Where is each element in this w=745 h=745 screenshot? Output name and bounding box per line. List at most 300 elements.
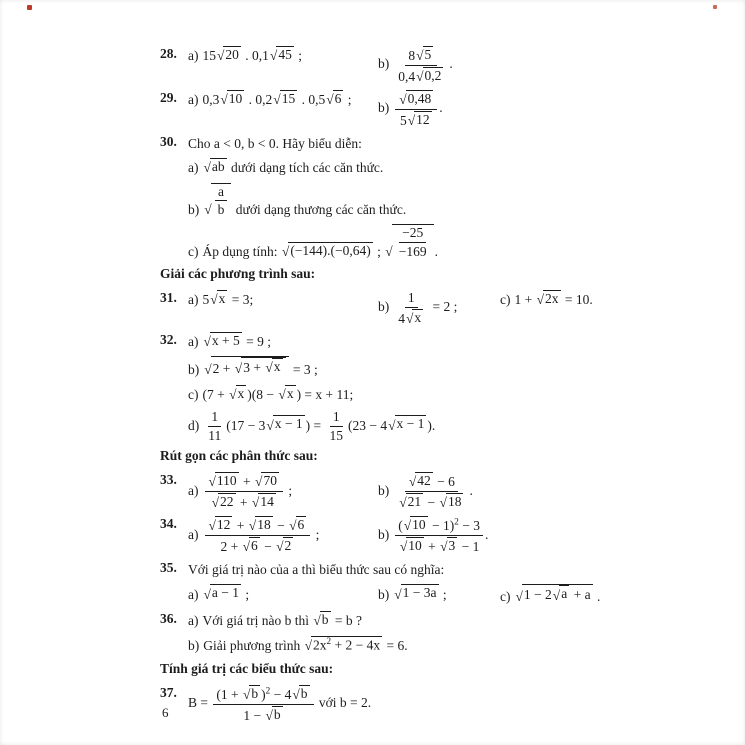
problem-parts [188,409,693,443]
sqrt-expression [326,90,343,108]
problem-row [160,46,693,85]
scan-artifact-top-left [27,5,32,10]
part-label: d) [188,417,200,433]
radicand: x − 1 [274,416,303,432]
radicand: 1 − 3a [402,585,437,601]
radicand: a − 1 [211,585,240,601]
part-label: a) [188,160,199,176]
denominator: 5 √ 12 [399,111,430,128]
radical-icon: √ [203,586,211,602]
fraction [213,685,313,724]
problem-row [160,183,693,220]
numerator: 1 [330,409,343,427]
math-expression: 1 4 √ x = 2 ; [393,299,457,314]
radicand: 22 [220,494,234,510]
radical-icon: √ [203,333,211,349]
radical-icon: √ [248,518,257,534]
problem-list [160,46,693,729]
radical-icon: √ [406,310,414,326]
problem-parts [188,560,693,580]
sqrt-expression [278,385,295,403]
radical-icon: √ [515,588,523,604]
fraction [395,46,447,85]
superscript: 2 [454,516,459,527]
numerator: √ 12 + √ 18 − √ 6 [205,516,311,536]
denominator: 1 − √ b [243,706,281,723]
problem-part [188,611,372,631]
radicand: 10 [412,517,426,533]
sqrt-expression [270,46,294,64]
problem-row [160,636,693,656]
sqrt-expression [204,332,242,350]
sqrt-expression [408,111,432,129]
radicand: 10 [408,538,422,554]
denominator: 11 [208,427,222,443]
superscript: 2 [326,635,332,646]
problem-part [188,385,363,405]
section-heading: Tính giá trị các biểu thức sau: [160,660,334,676]
sqrt-expression [266,415,304,433]
sqrt-expression [282,242,373,260]
problem-row [160,472,693,511]
radicand: x [237,385,245,401]
radical-icon: √ [208,474,216,490]
radical-icon: √ [407,112,416,128]
problem-part [378,472,500,511]
radical-icon: √ [292,686,300,702]
part-label: b) [378,586,390,602]
sqrt-expression [404,516,428,534]
problem-row [160,409,693,443]
problem-number: 32. [160,331,177,347]
part-label: a) [188,586,199,602]
problem-row [160,611,693,631]
sqrt-expression [388,415,426,433]
radicand: x [273,359,281,375]
numerator: 1 [208,409,221,427]
radicand: b [251,685,259,701]
problem-parts [188,290,693,326]
denominator: 15 [329,427,344,443]
part-label: c) [188,386,199,402]
radicand: b [300,685,308,701]
sqrt-expression [400,537,424,555]
problem-parts [188,183,693,220]
radical-icon: √ [416,68,424,84]
sqrt-expression [416,67,443,85]
problem-row [160,134,693,154]
page-number: 6 [162,705,169,720]
problem-parts [188,516,693,555]
radical-icon: √ [242,539,250,555]
fraction [327,409,347,443]
sqrt-expression [516,584,593,604]
radical-icon: √ [403,518,412,534]
section-heading: Rút gọn các phân thức sau: [160,448,318,464]
sqrt-expression [204,158,227,176]
problem-row [160,560,693,580]
sqrt-expression [235,357,286,377]
radicand: 1 − 2 √ a + a [523,586,591,603]
problem-number: 30. [160,133,177,149]
sqrt-expression [249,516,273,534]
section-heading: Giải các phương trình sau: [160,266,316,282]
problem-parts [188,224,693,261]
problem-part [188,560,454,580]
radical-icon: √ [229,386,237,402]
radical-icon: √ [273,91,281,107]
radical-icon: √ [265,360,273,376]
sqrt-expression [255,472,279,490]
superscript: 2 [265,685,271,696]
problem-parts [188,636,693,656]
sqrt-expression [220,90,244,108]
radical-icon: √ [399,539,408,555]
problem-row [160,356,693,380]
sqrt-expression [292,685,309,703]
part-label: a) [188,482,199,498]
math-expression: √ $\frac{a}{b}$ dưới dạng thương các căn thức. [204,183,407,218]
radicand: 3 + √ x [241,357,285,377]
radicand: 2x [545,291,559,307]
part-label: a) [188,91,199,107]
part-label: b) [378,482,390,498]
radical-icon: √ [242,686,251,702]
fraction [205,516,311,555]
problem-part [188,685,381,724]
problem-row [160,90,693,129]
sqrt-expression [394,584,438,602]
part-label: b) [188,201,200,217]
math-expression: 8 √ 5 0,4 √ 0,2 . [393,56,453,71]
numerator: √ 110 + √ 70 [205,472,283,492]
radicand: x [218,291,226,307]
part-label: a) [188,333,199,349]
numerator: 8 √ 5 [405,46,437,66]
radicand: 21 [407,494,422,510]
problem-row [160,290,693,326]
sqrt-expression [273,90,297,108]
sqrt-expression [217,46,241,64]
radical-icon: √ [408,474,417,490]
fraction [395,90,437,129]
radicand: 45 [278,47,292,62]
radical-icon: √ [266,417,274,433]
problem-part [188,183,416,220]
problem-row [160,158,693,178]
radical-icon: √ [416,48,424,64]
radical-icon: √ [255,474,263,490]
problem-parts [188,472,693,511]
problem-number: 28. [160,46,177,61]
sqrt-expression [210,290,227,308]
sqrt-expression [209,516,233,534]
sqrt-expression [276,537,293,555]
sqrt-expression [399,493,423,511]
radicand: 10 [228,90,243,106]
radical-icon: √ [439,495,447,511]
radicand: ab [211,159,225,175]
problem-parts [188,90,693,129]
sqrt-expression [252,493,276,511]
problem-part [188,584,378,604]
radical-icon: √ [385,243,393,259]
problem-part [188,516,378,555]
radical-icon: √ [211,495,220,511]
problem-number: 35. [160,559,177,575]
radical-icon: √ [269,48,278,64]
numerator [395,90,437,110]
sqrt-expression [204,356,288,378]
radicand: x − 1 [396,416,425,432]
radical-icon: √ [217,48,225,64]
fraction [205,409,224,443]
problem-parts [188,46,693,85]
part-label: b) [188,362,200,378]
radical-icon: √ [281,243,290,259]
radical-icon: √ [440,539,448,555]
denominator: √ 10 + √ 3 − 1 [399,538,480,555]
sqrt-expression [440,537,457,555]
part-label: b) [378,299,390,315]
part-label: c) [500,588,511,604]
math-expression: √ 12 + √ 18 − √ 6 2 + √ 6 − √ 2 ; [203,527,320,542]
sqrt-expression [209,472,239,490]
sqrt-expression [305,636,383,654]
sqrt-expression [229,385,246,403]
sqrt-expression [204,584,242,602]
denominator: √ 22 + √ 14 [211,494,274,511]
fraction [205,472,283,511]
sqrt-expression [385,224,433,259]
part-label: a) [188,613,199,629]
problem-number: 29. [160,89,177,105]
problem-part [378,516,500,555]
radicand: (−144).(−0,64) [290,242,371,258]
sqrt-expression [553,585,569,603]
radicand: 6 [297,517,305,533]
math-expression: 5 √ x = 3; [202,291,254,308]
problem-part [378,584,500,604]
math-expression: √ 0,48 5 √ 12 . [393,100,442,115]
sqrt-expression [289,516,306,534]
radical-icon: √ [313,613,321,629]
denominator: −169 [398,243,427,259]
problem-row [160,584,693,606]
problem-row [160,385,693,405]
sqrt-expression [440,493,464,511]
radicand: 20 [225,47,239,62]
math-expression: √ 110 + √ 70 √ 22 + √ 14 ; [203,483,293,498]
fraction [395,290,427,326]
part-label: c) [188,243,199,259]
problem-parts [188,356,693,380]
radical-icon: √ [289,518,297,534]
problem-part [188,636,418,656]
problem-row [160,332,693,352]
problem-part [500,584,610,606]
sqrt-expression [243,685,260,703]
radicand: x [414,309,422,325]
problem-number: 36. [160,611,177,627]
radicand [392,224,434,259]
math-expression: √ 2 + √ 3 + √ x = 3 ; [203,362,318,377]
problem-part [188,332,281,352]
radical-icon: √ [536,292,545,308]
problem-part [188,472,378,511]
sqrt-expression [212,493,236,511]
problem-number: 34. [160,516,177,532]
radicand: 14 [260,494,274,510]
radicand: x + 5 [211,332,240,348]
radicand: 0,2 [424,67,442,83]
sqrt-expression [409,472,433,490]
math-expression: Áp dụng tính: √ (−144).(−0,64) ; √ $\frac{-25}{-169}$ . [202,225,438,259]
numerator: √ 42 − 6 [405,472,458,492]
problem-row [160,685,693,724]
math-expression: Cho a < 0, b < 0. Hãy biểu diễn: [188,135,362,151]
radical-icon: √ [276,539,284,555]
radicand: b [321,612,329,628]
math-expression: $\frac{1}{11}$ (17 − 3 √ x − 1 ) = $\frac{1}{15}$ (23 − 4 √ x − 1 ). [203,418,435,433]
radical-icon: √ [326,91,334,107]
radical-icon: √ [204,201,212,217]
math-expression: √ x + 5 = 9 ; [203,332,272,349]
part-label: a) [188,292,199,308]
math-expression: Với giá trị nào của a thì biểu thức sau có nghĩa: [188,561,445,577]
numerator: 1 [405,290,418,308]
denominator: 2 + √ 6 − √ 2 [220,538,292,555]
denominator: 0,4 √ 0,2 [398,67,442,84]
radicand: b [273,706,281,722]
problem-parts [188,385,693,405]
sqrt-expression [416,46,433,64]
radical-icon: √ [220,91,228,107]
radical-icon: √ [552,587,561,603]
radicand: 2 + √ 3 + √ x [211,356,289,378]
radical-icon: √ [394,586,402,602]
radical-icon: √ [304,638,312,654]
radicand: 0,48 [407,90,432,106]
radicand: 110 [216,473,237,489]
problem-part [188,224,448,261]
math-expression: √ ab dưới dạng tích các căn thức. [203,159,384,176]
sqrt-expression [243,537,260,555]
math-expression: ( √ 10 − 1)$^2$ − 3 √ 10 + √ 3 − 1 . [393,527,488,542]
denominator: b [217,202,225,218]
part-label: b) [188,638,200,654]
radical-icon: √ [388,417,396,433]
fraction [215,184,228,218]
problem-number: 33. [160,472,177,488]
sqrt-expression [399,90,433,108]
radical-icon: √ [204,362,212,378]
radicand: 18 [447,494,462,510]
numerator: a [215,184,227,202]
radicand: 15 [281,90,296,106]
radicand: 18 [257,517,271,533]
problem-parts [188,611,693,631]
radical-icon: √ [399,91,407,107]
radicand: 70 [263,473,277,489]
problem-parts [188,685,693,724]
math-expression: Với giá trị nào b thì √ b = b ? [202,612,363,629]
fraction [396,225,430,259]
problem-part [188,46,378,66]
math-expression: √ a − 1 ; [203,585,250,602]
problem-part [188,158,393,178]
problem-number: 31. [160,290,177,306]
radical-icon: √ [265,707,273,723]
radicand: 2 [284,538,292,554]
problem-part [188,409,445,443]
fraction [395,472,467,511]
problem-part [188,356,328,380]
radical-icon: √ [203,160,211,176]
problem-parts [188,332,693,352]
problem-number: 37. [160,684,177,700]
radicand [211,183,232,218]
radical-icon: √ [210,292,218,308]
math-expression: Giải phương trình √ $2x^2 + 2 - 4x$ = 6. [203,635,408,654]
problem-row [160,516,693,555]
part-label: b) [378,100,390,116]
math-expression: 15 √ 20 . 0,1 √ 45 ; [202,47,302,64]
radical-icon: √ [208,518,216,534]
math-expression: 0,3 √ 10 . 0,2 √ 15 . 0,5 √ 6 ; [202,90,352,107]
numerator: −25 [399,225,426,243]
fraction [395,516,483,555]
radical-icon: √ [251,495,260,511]
radicand: x [286,385,294,401]
sqrt-expression [537,290,561,308]
scan-artifact-top-right [713,5,717,9]
problem-part [378,46,500,85]
problem-part [188,290,378,310]
denominator: √ 21 − √ 18 [399,494,462,511]
problem-part [188,90,378,110]
problem-parts [188,584,693,606]
radicand: 6 [334,90,342,106]
math-expression: √ 42 − 6 √ 21 − √ 18 . [393,483,473,498]
problem-row [160,224,693,261]
sqrt-expression [204,183,231,218]
radicand: $2x^2 + 2 - 4x$ [313,635,381,653]
radicand: 6 [251,538,258,554]
sqrt-expression [313,611,330,629]
sqrt-expression [265,706,282,724]
problem-parts [188,134,693,154]
problem-part [378,90,500,129]
math-expression: √ 1 − 3a ; [394,585,447,602]
radicand: 5 [424,47,432,62]
numerator: ( √ 10 − 1)$^2$ − 3 [395,516,483,536]
problem-part [188,134,372,154]
numerator: (1 + √ b )$^2$ − 4 √ b [213,685,313,705]
sqrt-expression [265,358,282,376]
radicand: 12 [216,517,231,533]
math-expression: 1 + √ 2x = 10. [514,291,593,308]
problem-part [378,290,500,326]
part-label: c) [500,292,511,308]
part-label: a) [188,526,199,542]
math-expression: √ 1 − 2 √ a + a . [515,586,601,604]
problem-part [500,290,603,310]
radicand: 3 [448,538,456,554]
part-label: a) [188,48,199,64]
math-expression: (7 + √ x )(8 − √ x ) = x + 11; [202,385,354,402]
radical-icon: √ [399,495,407,511]
